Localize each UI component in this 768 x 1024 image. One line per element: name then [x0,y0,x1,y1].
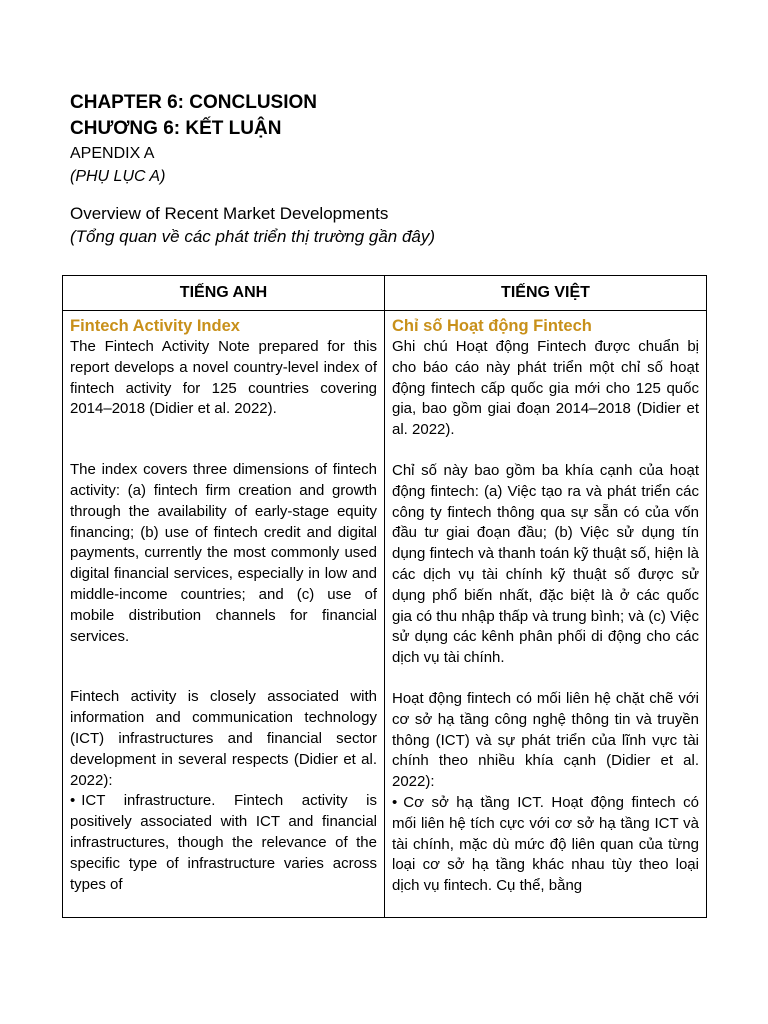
section-title-vi: Chỉ số Hoạt động Fintech [392,317,592,335]
column-header-vietnamese: TIẾNG VIỆT [385,276,707,311]
paragraph-vi-1: Ghi chú Hoạt động Fintech được chuẩn bị cho báo cáo này phát triển một chỉ số hoạt động fintech cấp quốc gia mới cho 125 quốc gia, bao gồm giai đoạn 2014–2018 (Didier et al. 2022). [392,338,699,439]
vietnamese-cell [385,311,707,918]
paragraph-en-2: The index covers three dimensions of fintech activity: (a) fintech firm creation and growth through the availability of early-stage equity financing; (b) use of fintech credit and digital payments, currently the most commonly used digital financial services, especially in low and middle-income countries; and (c) use of mobile distribution channels for financial services. [70,461,377,645]
table-row [63,311,707,918]
page-header [70,90,710,248]
paragraph-vi-3: Hoạt động fintech có mối liên hệ chặt chẽ với cơ sở hạ tầng công nghệ thông tin và truyền thông (ICT) và sự phát triển của lĩnh vực tài chính theo nhiều khía cạnh (Didier et al. 2022): [392,689,699,791]
bilingual-table [62,275,707,918]
paragraph-vi-2: Chỉ số này bao gồm ba khía cạnh của hoạt động fintech: (a) Việc tạo ra và phát triển các công ty fintech thông qua sự sẵn có của vốn đầu tư giai đoạn đầu; (b) Việc sử dụng tín dụng fintech và thanh toán kỹ thuật số, hiện là các dịch vụ tài chính kỹ thuật số được sử dụng phổ biến nhất, đặc biệt là ở các quốc gia có thu nhập thấp và trung bình; và (c) Việc sử dụng các kênh phân phối di động cho các dịch vụ tài chính. [392,461,699,667]
overview-title-vi: (Tổng quan về các phát triển thị trường gần đây) [70,227,436,246]
chapter-title-vi: CHƯƠNG 6: KẾT LUẬN [70,118,282,139]
table-header-row [63,276,707,311]
paragraph-en-3: Fintech activity is closely associated with information and communication technology (ICT) infrastructures and financial sector development in several respects (Didier et al. 2022): [70,688,377,789]
appendix-title-en: APENDIX A [70,145,155,162]
paragraph-en-1: The Fintech Activity Note prepared for this report develops a novel country-level index of fintech activity for 125 countries covering 2014–2018 (Didier et al. 2022). [70,338,377,418]
appendix-title-vi: (PHỤ LỤC A) [70,168,166,185]
chapter-title-en: CHAPTER 6: CONCLUSION [70,92,318,113]
overview-title-en: Overview of Recent Market Developments [70,204,389,223]
bullet-vi-ict: • Cơ sở hạ tầng ICT. Hoạt động fintech có mối liên hệ tích cực với cơ sở hạ tầng ICT và tài chính, mặc dù mức độ liên quan của từng loại cơ sở hạ tầng khác nhau tùy theo loại dịch vụ fintech. Cụ thể, bằng [392,793,699,897]
english-cell [63,311,385,918]
column-header-english: TIẾNG ANH [63,276,385,311]
section-title-en: Fintech Activity Index [70,317,240,335]
bullet-en-ict: • ICT infrastructure. Fintech activity is positively associated with ICT and financial infrastructures, though the relevance of the specific type of infrastructure varies across types of [70,791,377,895]
